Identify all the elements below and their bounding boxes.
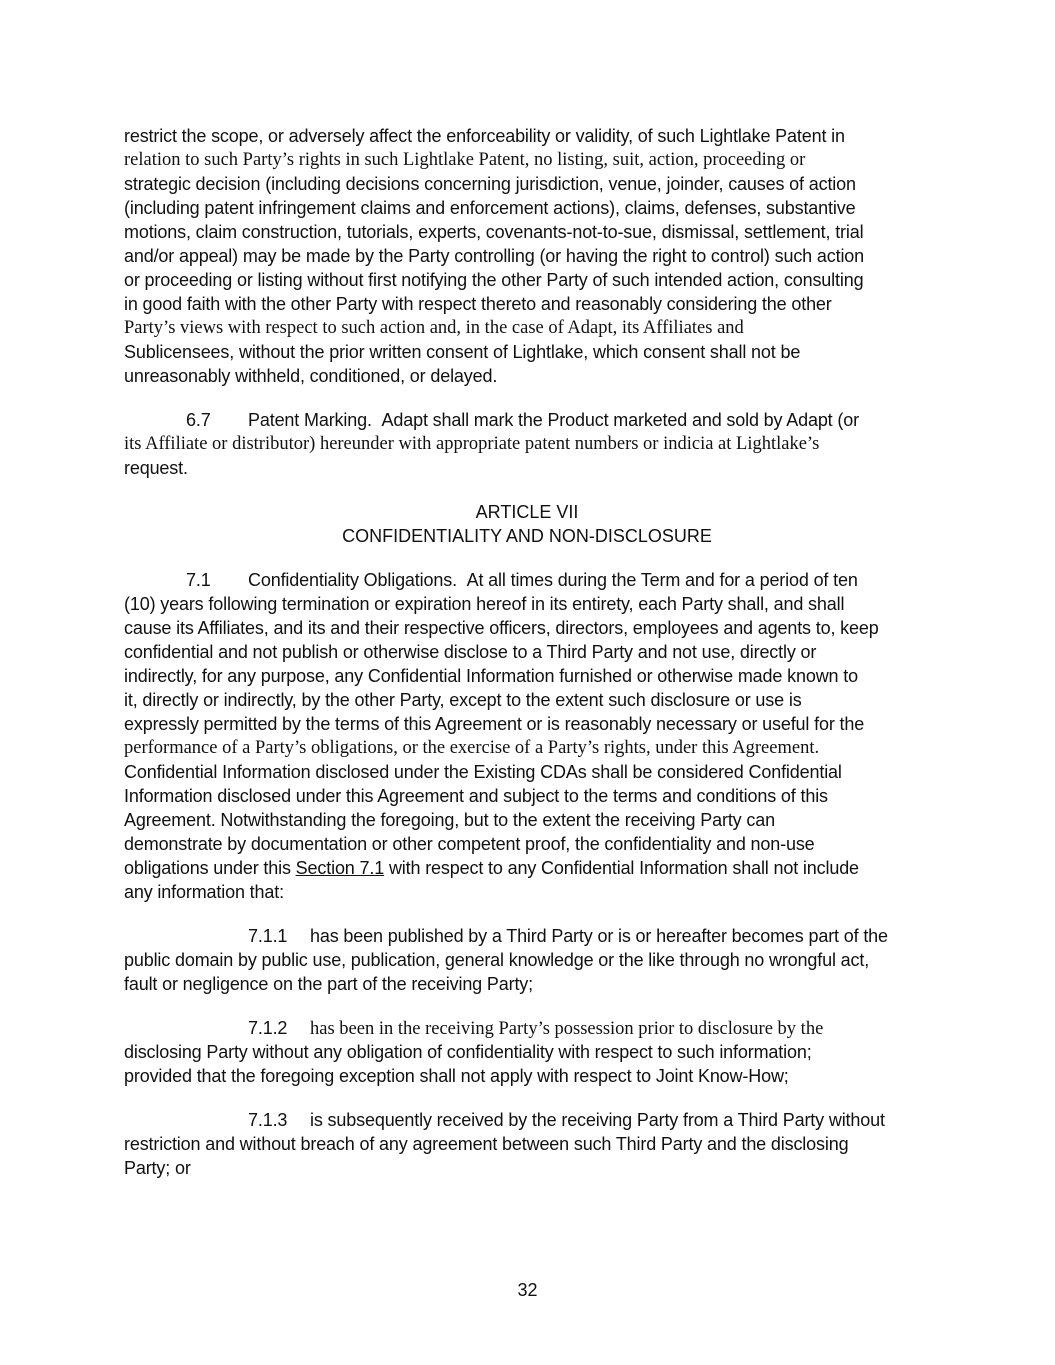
section-text: Adapt shall mark the Product marketed and sold by Adapt (or: [381, 410, 859, 430]
section-text: At all times during the Term and for a period of ten: [466, 570, 858, 590]
text-line: demonstrate by documentation or other competent proof, the confidentiality and non-use: [124, 834, 815, 854]
text-line: and/or appeal) may be made by the Party controlling (or having the right to control) such action: [124, 246, 865, 266]
section-reference-link: Section 7.1: [295, 858, 385, 878]
text-line: Information disclosed under this Agreement and subject to the terms and conditions of this: [124, 786, 828, 806]
text-line: any information that:: [124, 882, 284, 902]
section-7-1-1: [124, 924, 930, 996]
text-line: it, directly or indirectly, by the other Party, except to the extent such disclosure or use is: [124, 690, 802, 710]
text-line: performance of a Party’s obligations, or the exercise of a Party’s rights, under this Agreement.: [124, 738, 820, 758]
text-line: provided that the foregoing exception shall not apply with respect to Joint Know-How;: [124, 1066, 789, 1086]
text-line: strategic decision (including decisions concerning jurisdiction, venue, joinder, causes of action: [124, 174, 856, 194]
text-line: fault or negligence on the part of the receiving Party;: [124, 974, 534, 994]
section-number: 7.1.1: [248, 926, 288, 946]
text-line: Confidential Information disclosed under the Existing CDAs shall be considered Confidential: [124, 762, 842, 782]
article-subtitle: CONFIDENTIALITY AND NON-DISCLOSURE: [342, 526, 712, 546]
text-line: unreasonably withheld, conditioned, or delayed.: [124, 366, 498, 386]
section-7-1-2: [124, 1016, 930, 1088]
text-segment: obligations under this: [124, 858, 296, 878]
text-line: disclosing Party without any obligation of confidentiality with respect to such information;: [124, 1042, 812, 1062]
text-line: request.: [124, 458, 188, 478]
section-text: has been in the receiving Party’s possession prior to disclosure by the: [310, 1019, 824, 1039]
text-line: restriction and without breach of any agreement between such Third Party and the disclosing: [124, 1134, 849, 1154]
section-number: 7.1.3: [248, 1110, 288, 1130]
text-line: its Affiliate or distributor) hereunder with appropriate patent numbers or indicia at Lightlake’s: [124, 434, 820, 454]
page-number: 32: [517, 1280, 538, 1300]
text-line: restrict the scope, or adversely affect the enforceability or validity, of such Lightlake Patent in: [124, 126, 845, 146]
document-page: [124, 124, 930, 1180]
text-segment: with respect to any Confidential Information shall not include: [384, 858, 859, 878]
section-number: 7.1: [186, 570, 211, 590]
text-line: relation to such Party’s rights in such Lightlake Patent, no listing, suit, action, proceeding or: [124, 150, 806, 170]
text-line: expressly permitted by the terms of this Agreement or is reasonably necessary or useful for the: [124, 714, 865, 734]
section-text: is subsequently received by the receiving Party from a Third Party without: [310, 1110, 885, 1130]
text-line: public domain by public use, publication, general knowledge or the like through no wrongful act,: [124, 950, 870, 970]
text-line: in good faith with the other Party with respect thereto and reasonably considering the other: [124, 294, 832, 314]
section-text: has been published by a Third Party or is or hereafter becomes part of the: [310, 926, 888, 946]
text-line: Agreement. Notwithstanding the foregoing, but to the extent the receiving Party can: [124, 810, 775, 830]
text-line: confidential and not publish or otherwise disclose to a Third Party and not use, directly or: [124, 642, 817, 662]
text-line: (10) years following termination or expiration hereof in its entirety, each Party shall, and shall: [124, 594, 845, 614]
section-number: 6.7: [186, 410, 211, 430]
section-6-7: [124, 408, 930, 480]
text-line: or proceeding or listing without first notifying the other Party of such intended action, consulting: [124, 270, 864, 290]
text-line: motions, claim construction, tutorials, experts, covenants-not-to-sue, dismissal, settlement, trial: [124, 222, 864, 242]
paragraph-6-6-continuation: [124, 124, 930, 388]
article-heading: [124, 500, 930, 548]
article-title: ARTICLE VII: [475, 502, 579, 522]
section-7-1: [124, 568, 930, 904]
text-line: (including patent infringement claims and enforcement actions), claims, defenses, substantive: [124, 198, 856, 218]
section-7-1-3: [124, 1108, 930, 1180]
text-line: cause its Affiliates, and its and their respective officers, directors, employees and agents to, keep: [124, 618, 879, 638]
text-line: Party; or: [124, 1158, 191, 1178]
section-heading: Confidentiality Obligations.: [248, 570, 457, 590]
section-number: 7.1.2: [248, 1018, 288, 1038]
text-line: Party’s views with respect to such action and, in the case of Adapt, its Affiliates and: [124, 318, 744, 338]
text-line: Sublicensees, without the prior written consent of Lightlake, which consent shall not be: [124, 342, 801, 362]
text-line: indirectly, for any purpose, any Confidential Information furnished or otherwise made known to: [124, 666, 858, 686]
section-heading: Patent Marking.: [248, 410, 372, 430]
